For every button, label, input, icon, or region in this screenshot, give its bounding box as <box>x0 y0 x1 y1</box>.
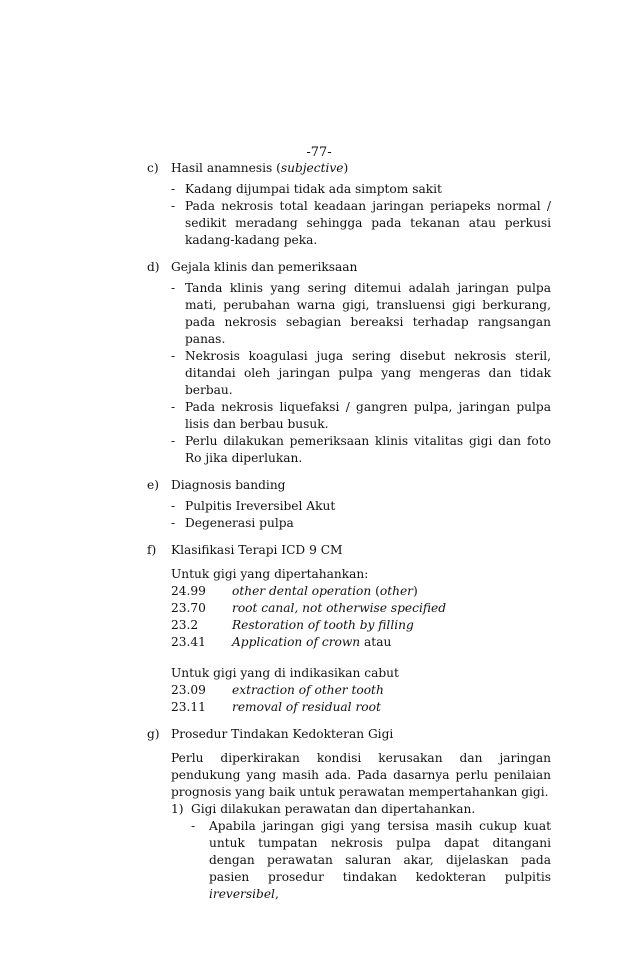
icd-code-row <box>171 682 551 699</box>
section-g <box>147 726 551 903</box>
bullet-dash: - <box>171 434 176 448</box>
icd-description: other dental operation (other) <box>232 584 418 598</box>
section-d-bullets <box>171 280 551 467</box>
list-item <box>191 818 551 903</box>
section-g-letter: g) <box>147 727 160 741</box>
section-c-letter: c) <box>147 161 159 175</box>
document-body <box>147 160 551 913</box>
icd-code: 24.99 <box>171 584 206 598</box>
icd-code: 23.70 <box>171 601 206 615</box>
section-g-title: Prosedur Tindakan Kedokteran Gigi <box>171 727 394 741</box>
section-g-heading <box>147 726 551 743</box>
bullet-text: Tanda klinis yang sering ditemui adalah jaringan pulpa mati, perubahan warna gigi, transluensi gigi berkurang, pada nekrosis sebagian bereaksi terhadap rangsangan panas. <box>185 281 551 346</box>
section-d <box>147 259 551 467</box>
icd-code-row <box>171 583 551 600</box>
list-item <box>171 198 551 249</box>
section-c-title: Hasil anamnesis (subjective) <box>171 161 349 175</box>
section-g-paragraph: Perlu diperkirakan kondisi kerusakan dan jaringan pendukung yang masih ada. Pada dasarnya perlu penilaian prognosis yang baik untuk perawatan mempertahankan gigi. <box>171 751 551 799</box>
section-e <box>147 477 551 532</box>
bullet-dash: - <box>171 349 176 363</box>
bullet-text: Nekrosis koagulasi juga sering disebut nekrosis steril, ditandai oleh jaringan pulpa yang mengeras dan tidak berbau. <box>185 349 551 397</box>
icd-description: extraction of other tooth <box>232 683 384 697</box>
page-number: -77- <box>306 145 332 160</box>
sub-bullet-list <box>191 818 551 903</box>
icd-code-row <box>171 634 551 651</box>
bullet-text: Pulpitis Ireversibel Akut <box>185 499 336 513</box>
bullet-text: Apabila jaringan gigi yang tersisa masih cukup kuat untuk tumpatan nekrosis pulpa dapat ditangani dengan perawatan saluran akar, dijelaskan pada pasien prosedur tindakan kedokteran pulpitis ireversibel, <box>209 819 551 901</box>
section-f-title: Klasifikasi Terapi ICD 9 CM <box>171 543 343 557</box>
section-e-letter: e) <box>147 478 159 492</box>
section-c-bullets <box>171 181 551 249</box>
section-d-title: Gejala klinis dan pemeriksaan <box>171 260 358 274</box>
section-f <box>147 542 551 716</box>
section-e-bullets <box>171 498 551 532</box>
section-e-title: Diagnosis banding <box>171 478 286 492</box>
bullet-dash: - <box>171 516 176 530</box>
numbered-item-label: 1) <box>171 802 184 816</box>
list-item <box>171 399 551 433</box>
icd-description: Restoration of tooth by filling <box>232 618 414 632</box>
numbered-item-text: Gigi dilakukan perawatan dan dipertahankan. <box>191 802 476 816</box>
bullet-dash: - <box>171 281 176 295</box>
bullet-text: Perlu dilakukan pemeriksaan klinis vitalitas gigi dan foto Ro jika diperlukan. <box>185 434 551 465</box>
section-e-heading <box>147 477 551 494</box>
icd-code-list-2 <box>171 682 551 716</box>
icd-description: Application of crown atau <box>232 635 392 649</box>
icd-code-list-1 <box>171 583 551 651</box>
section-f-intro-1: Untuk gigi yang dipertahankan: <box>171 567 369 581</box>
icd-code-row <box>171 600 551 617</box>
bullet-dash: - <box>171 400 176 414</box>
list-item <box>171 498 551 515</box>
icd-code: 23.41 <box>171 635 206 649</box>
icd-code: 23.11 <box>171 700 206 714</box>
section-f-letter: f) <box>147 543 157 557</box>
section-f-heading <box>147 542 551 559</box>
list-item <box>171 280 551 348</box>
bullet-text: Pada nekrosis total keadaan jaringan periapeks normal / sedikit meradang sehingga pada tekanan atau perkusi kadang-kadang peka. <box>185 199 551 247</box>
bullet-dash: - <box>171 499 176 513</box>
icd-code: 23.2 <box>171 618 199 632</box>
section-c <box>147 160 551 249</box>
bullet-text: Kadang dijumpai tidak ada simptom sakit <box>185 182 442 196</box>
icd-code: 23.09 <box>171 683 206 697</box>
icd-code-row <box>171 617 551 634</box>
bullet-text: Pada nekrosis liquefaksi / gangren pulpa, jaringan pulpa lisis dan berbau busuk. <box>185 400 551 431</box>
icd-description: root canal, not otherwise specified <box>232 601 447 615</box>
icd-code-row <box>171 699 551 716</box>
icd-description: removal of residual root <box>232 700 381 714</box>
list-item <box>171 433 551 467</box>
numbered-item <box>171 801 551 818</box>
section-c-heading <box>147 160 551 177</box>
section-d-heading <box>147 259 551 276</box>
list-item <box>171 181 551 198</box>
bullet-dash: - <box>191 819 196 833</box>
list-item <box>171 348 551 399</box>
section-d-letter: d) <box>147 260 160 274</box>
list-item <box>171 515 551 532</box>
bullet-dash: - <box>171 199 176 213</box>
section-f-intro-2: Untuk gigi yang di indikasikan cabut <box>171 666 399 680</box>
bullet-text: Degenerasi pulpa <box>185 516 294 530</box>
bullet-dash: - <box>171 182 176 196</box>
